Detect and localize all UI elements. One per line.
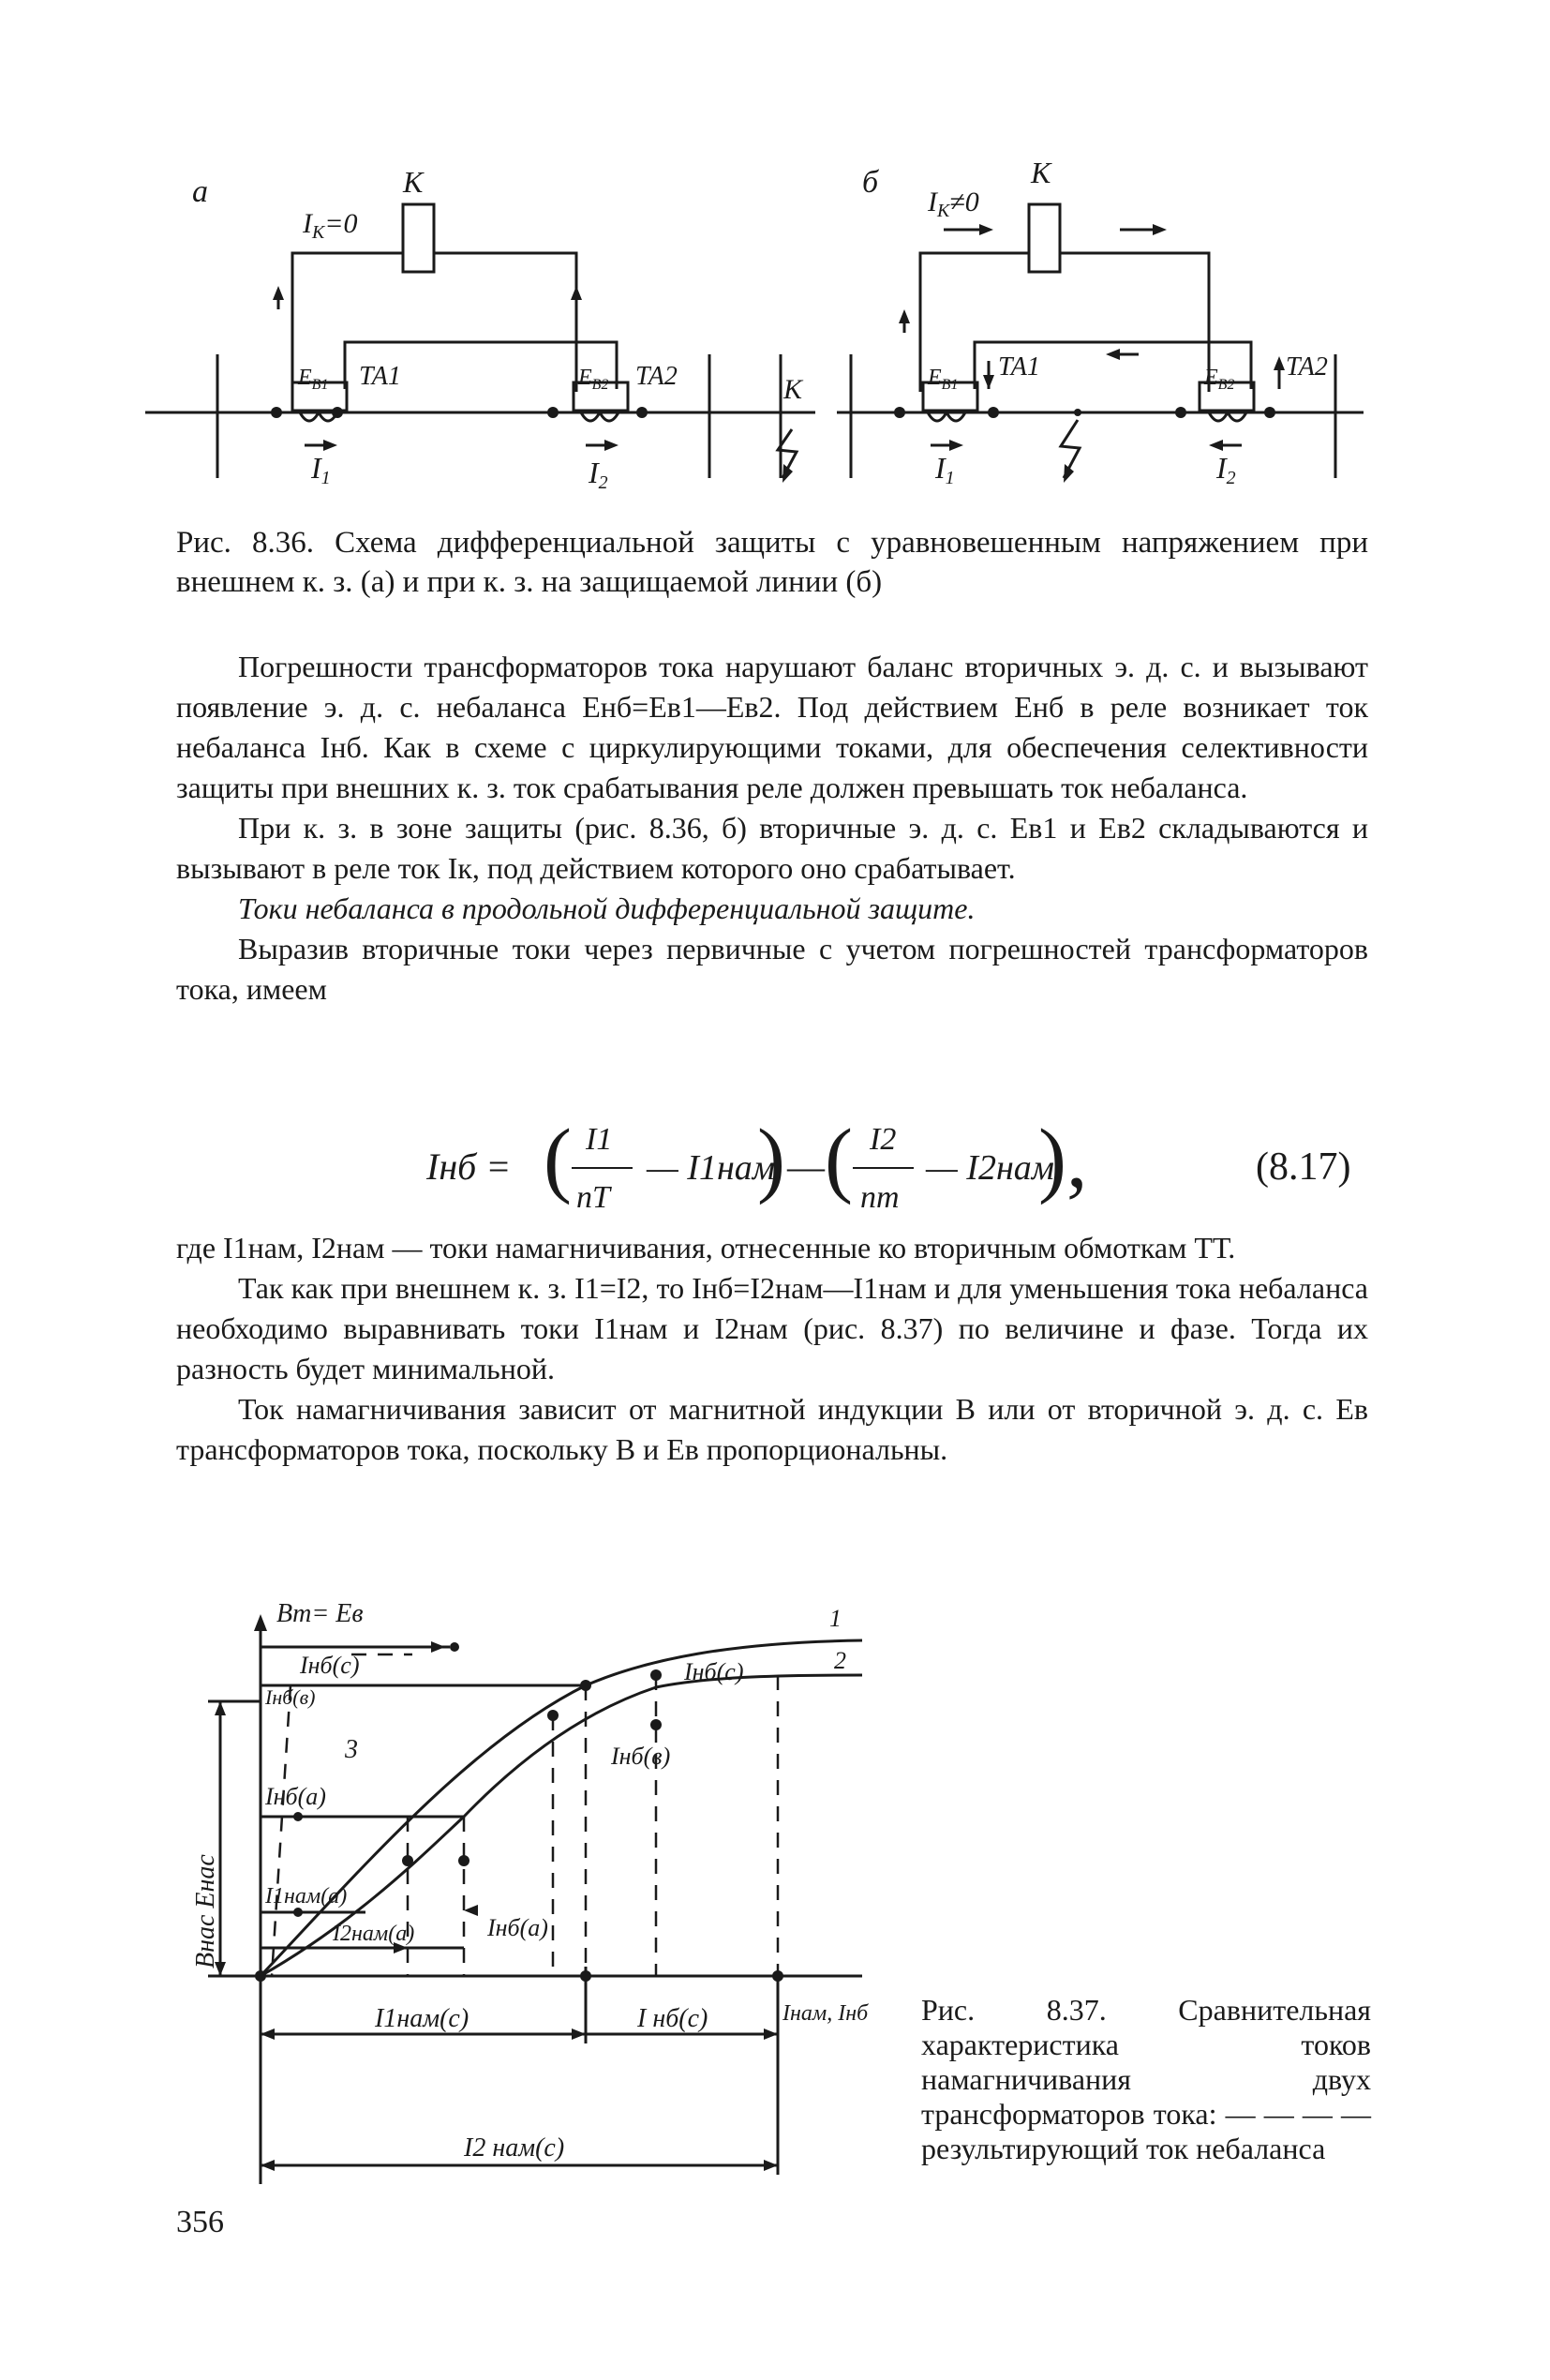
formula-8-17 — [412, 1114, 1368, 1217]
i2-a: I — [589, 456, 599, 489]
ev1-a-sub: В1 — [311, 377, 329, 393]
svg-text:I1 — [934, 451, 955, 488]
y-sat-label: Внас Енас — [191, 1854, 220, 1968]
ev2-a: Е — [578, 366, 592, 390]
paragraph-1: Погрешности трансформаторов тока нарушают баланс вторичных э. д. с. и вызывают появление э. д. с. небаланса Енб=Ев1—Ев2. Под действием Енб в реле возникает ток небаланса Iнб. Как в схеме с циркулирующими токами, для обеспечения селективности защиты при внешних к. з. ток срабатывания реле должен превышать ток небаланса. — [176, 650, 1368, 804]
formula-nt1: nT — [576, 1180, 610, 1215]
svg-text:ЕВ1 — [297, 366, 328, 393]
svg-text:I2 — [1215, 451, 1236, 488]
figure-8-37 — [0, 1594, 918, 2203]
i1-a-sub: 1 — [320, 468, 331, 488]
x-axis-label: Iнам, Iнб — [782, 2001, 869, 2026]
formula-nt2: nт — [860, 1180, 900, 1215]
ta1-a: ТА1 — [359, 362, 401, 391]
svg-text:IК≠0 — [927, 187, 979, 221]
paragraph-5: где I1нам, I2нам — токи намагничивания, отнесенные ко вторичным обмоткам ТТ. — [176, 1231, 1236, 1265]
formula-number: (8.17) — [1256, 1145, 1351, 1189]
paragraph-2: При к. з. в зоне защиты (рис. 8.36, б) вторичные э. д. с. Ев1 и Ев2 складываются и вызывают в реле ток Iк, под действием которого оно срабатывает. — [176, 811, 1368, 885]
ev2-b-sub: В2 — [1217, 377, 1235, 393]
i2nam-a-label: I2нам(а) — [333, 1922, 415, 1946]
ik-nonzero-sub: К — [937, 201, 950, 221]
ta2-b: ТА2 — [1286, 352, 1328, 382]
svg-text:(: ( — [544, 1114, 572, 1205]
curve-3-label: 3 — [345, 1735, 358, 1764]
formula-i2: I2 — [870, 1122, 897, 1157]
inb-v-top-label: Iнб(в) — [265, 1685, 316, 1709]
formula-i1: I1 — [586, 1122, 613, 1157]
curve-2-label: 2 — [834, 1647, 846, 1674]
svg-text:IК=0 — [302, 208, 358, 243]
ik-zero-label: I — [303, 208, 312, 239]
formula-i1nam: — I1нам — [647, 1148, 776, 1188]
curve-3 — [272, 1685, 291, 1976]
page-number: 356 — [176, 2205, 224, 2239]
inb-c-curve-label: Iнб(с) — [684, 1658, 744, 1685]
ik-zero-sub: К — [312, 222, 325, 243]
curve-1-label: 1 — [829, 1605, 842, 1632]
fault-label: К — [783, 374, 802, 405]
paragraph-4: Выразив вторичные токи через первичные с учетом погрешностей трансформаторов тока, имеем — [176, 932, 1368, 1006]
figure-8-36-caption: Рис. 8.36. Схема дифференциальной защиты с уравновешенным напряжением при внешнем к. з. (а) и при к. з. на защищаемой линии (б) — [176, 526, 1368, 599]
i2-b: I — [1216, 451, 1227, 485]
i1nam-a-label: I1нам(а) — [265, 1884, 348, 1908]
paragraph-7: Ток намагничивания зависит от магнитной индукции В или от вторичной э. д. с. Ев трансформаторов тока, поскольку В и Ев пропорциональны. — [176, 1392, 1368, 1466]
svg-text:ЕВ2 — [1203, 366, 1234, 393]
paragraph-3: Токи небаланса в продольной дифференциальной защите. — [238, 891, 976, 925]
body-text-1 — [176, 647, 1368, 1010]
inb-c-top-label: Iнб(с) — [300, 1652, 360, 1679]
i2-b-sub: 2 — [1226, 468, 1236, 488]
ev2-a-sub: В2 — [591, 377, 609, 393]
inb-v-curve-label: Iнб(в) — [611, 1743, 671, 1770]
paragraph-6: Так как при внешнем к. з. I1=I2, то Iнб=I2нам—I1нам и для уменьшения тока небаланса необходимо выравнивать токи I1нам и I2нам (рис. 8.37) по величине и фазе. Тогда их разность будет минимальной. — [176, 1271, 1368, 1385]
formula-i2nam: — I2нам — [926, 1148, 1055, 1188]
formula-mid: — — [787, 1145, 825, 1188]
y-axis-label: Bm= Eв — [276, 1599, 364, 1628]
panel-a-label: а — [192, 174, 208, 209]
relay-label-a: К — [403, 165, 424, 199]
inb-a-left-label: Iнб(а) — [265, 1783, 326, 1810]
relay-label-b: К — [1031, 156, 1051, 189]
svg-text:I1 — [310, 451, 331, 488]
ta2-a: ТА2 — [635, 362, 678, 391]
formula-lhs: Iнб = — [426, 1145, 512, 1188]
ta1-b: ТА1 — [998, 352, 1040, 382]
i1-b: I — [935, 451, 946, 485]
svg-text:),: ), — [1038, 1114, 1088, 1205]
i1-b-sub: 1 — [945, 468, 955, 488]
ik-nonzero-rest: ≠0 — [949, 187, 979, 217]
ev1-a: Е — [298, 366, 312, 390]
figure-8-37-caption: Рис. 8.37. Сравнительная характеристика токов намагничивания двух трансформаторов тока: — — — — результирующий ток небаланса — [921, 1993, 1371, 2165]
svg-text:ЕВ1 — [927, 366, 958, 393]
ev1-b: Е — [928, 366, 942, 390]
i2-a-sub: 2 — [598, 472, 608, 493]
inb-c-bottom-label: I нб(с) — [637, 2004, 708, 2033]
svg-text:ЕВ2 — [577, 366, 608, 393]
body-text-2 — [176, 1228, 1368, 1470]
panel-b-label: б — [862, 165, 879, 200]
svg-text:): ) — [757, 1114, 785, 1205]
ev1-b-sub: В1 — [941, 377, 959, 393]
inb-a-mid-label: Iнб(а) — [487, 1914, 548, 1941]
i2nam-c-label: I2 нам(с) — [464, 2133, 565, 2163]
i1-a: I — [311, 451, 321, 485]
ik-zero-rest: =0 — [324, 208, 358, 239]
svg-text:(: ( — [825, 1114, 853, 1205]
ev2-b: Е — [1204, 366, 1218, 390]
i1nam-c-label: I1нам(с) — [375, 2004, 469, 2033]
figure-8-36 — [0, 0, 1550, 525]
ik-nonzero-label: I — [928, 187, 937, 217]
svg-text:I2 — [588, 456, 608, 493]
